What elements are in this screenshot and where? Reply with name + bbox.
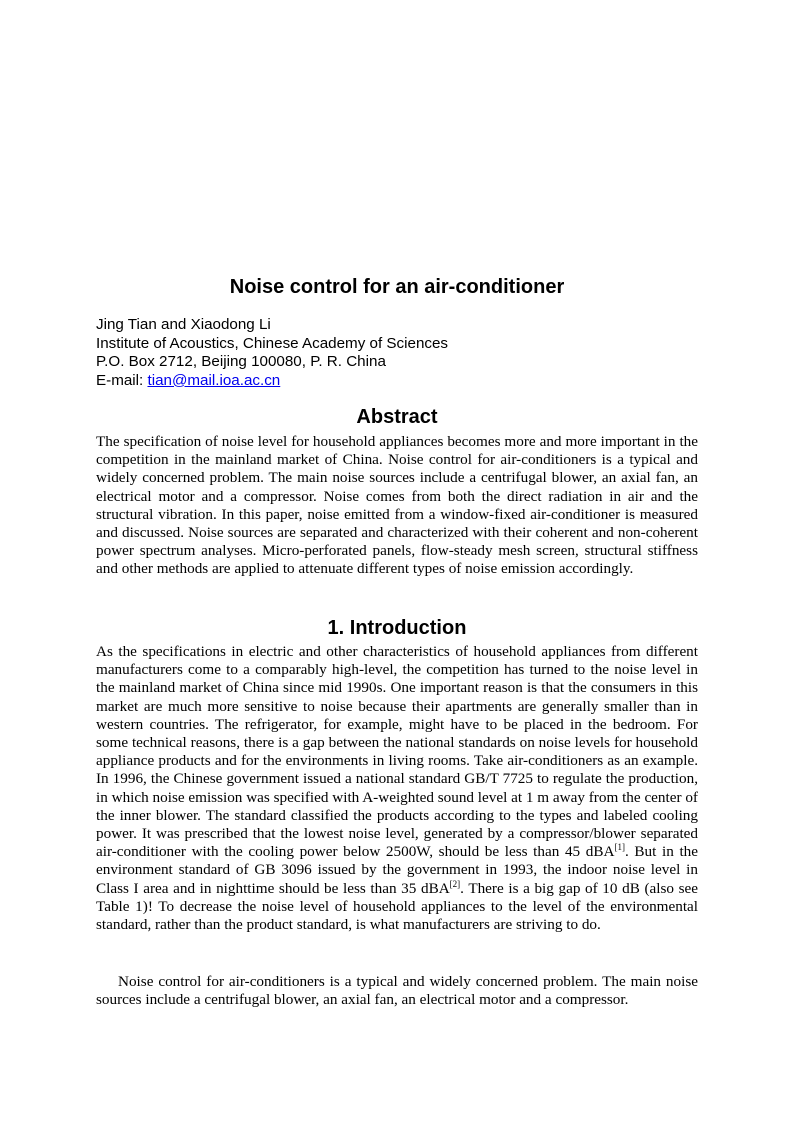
email-label: E-mail: — [96, 371, 148, 389]
intro-text-part-1: As the specifications in electric and other characteristics of household appliances from different manufacturers come to a comparably high-level, the competition has turned to the noise level in the mainland market of China since mid 1990s. One important reason is that the consumers in this market are much more sensitive to noise because their apartments are generally smaller than in western countries. The refrigerator, for example, might have to be placed in the bedroom. For some technical reasons, there is a gap between the national standards on noise levels for household appliance products and for the environments in living rooms. Take air-conditioners as an example. In 1996, the Chinese government issued a national standard GB/T 7725 to regulate the production, in which noise emission was specified with A-weighted sound level at 1 m away from the center of the inner blower. The standard classified the products according to the types and labeled cooling power. It was prescribed that the lowest noise level, generated by a compressor/blower separated air-conditioner with the cooling power below 2500W, should be less than 45 dBA — [96, 643, 698, 861]
author-block — [96, 316, 698, 390]
intro-text-part-2: . But in the environment standard of GB 3096 issued by the government in 1993, the indoor noise level in Class I area and in nighttime should be less than 35 dBA — [96, 843, 698, 897]
author-affiliation: Institute of Acoustics, Chinese Academy of Sciences — [96, 334, 449, 352]
author-email-line — [96, 372, 698, 391]
author-address: P.O. Box 2712, Beijing 100080, P. R. China — [96, 353, 386, 371]
paper-title: Noise control for an air-conditioner — [229, 276, 565, 298]
reference-2: [2] — [449, 878, 461, 889]
abstract-heading: Abstract — [356, 406, 438, 428]
introduction-heading: 1. Introduction — [327, 617, 467, 639]
reference-1: [1] — [614, 842, 625, 853]
email-link[interactable]: tian@mail.ioa.ac.cn — [147, 371, 281, 389]
introduction-paragraph-2: Noise control for air-conditioners is a typical and widely concerned problem. The main noise sources include a centrifugal blower, an axial fan, an electrical motor and a compressor. — [96, 973, 698, 1009]
introduction-paragraph-1 — [96, 643, 698, 934]
author-names: Jing Tian and Xiaodong Li — [96, 316, 271, 333]
abstract-text: The specification of noise level for household appliances becomes more and more important in the competition in the mainland market of China. Noise control for air-conditioners is a typical and widely concerned problem. The main noise sources include a centrifugal blower, an axial fan, an electrical motor and a compressor. Noise comes from both the direct radiation in air and the structural vibration. In this paper, noise emitted from a window-fixed air-conditioner is measured and discussed. Noise sources are separated and characterized with their coherent and non-coherent power spectrum analyses. Micro-perforated panels, flow-steady mesh screen, structural stiffness and other methods are applied to attenuate different types of noise emission accordingly. — [96, 433, 698, 578]
intro-text-part-3: . There is a big gap of 10 dB (also see Table 1)! To decrease the noise level of household appliances to the level of the environmental standard, rather than the product standard, is what manufacturers are striving to do. — [96, 879, 698, 934]
